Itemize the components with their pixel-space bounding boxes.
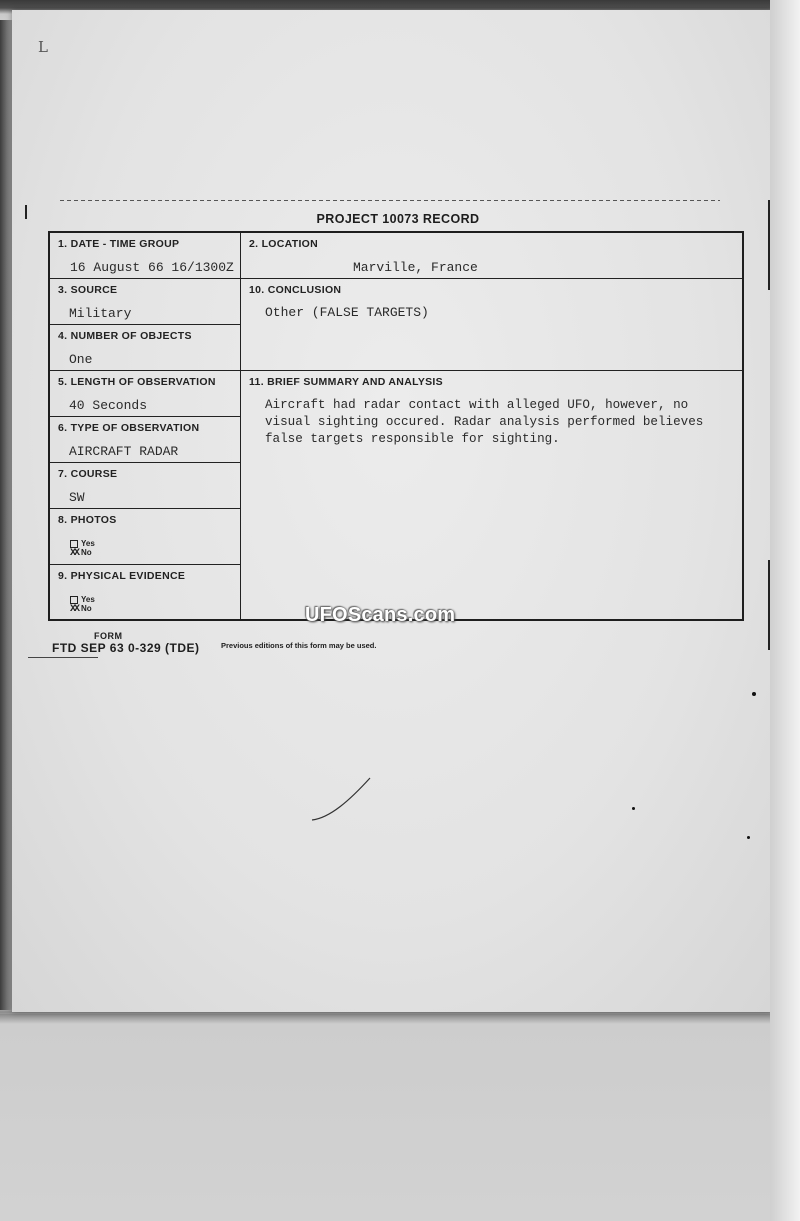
photos-no-checkbox[interactable]: XX bbox=[70, 548, 79, 559]
form-number bbox=[52, 630, 200, 654]
form-edition-note: Previous editions of this form may be used. bbox=[221, 641, 377, 650]
date-time-group-label: 1. DATE - TIME GROUP bbox=[58, 238, 180, 250]
conclusion-value: Other (FALSE TARGETS) bbox=[265, 305, 429, 320]
length-of-observation-value: 40 Seconds bbox=[69, 398, 148, 413]
photos-yes-label: Yes bbox=[81, 539, 95, 548]
cell-date-time-group bbox=[50, 233, 241, 279]
dashed-rule bbox=[60, 200, 720, 201]
edge-tick-right bbox=[768, 200, 770, 290]
physical-evidence-checkboxes bbox=[70, 595, 95, 614]
form-number-text: FTD SEP 63 0-329 (TDE) bbox=[52, 641, 200, 655]
edge-tick-right-lower bbox=[768, 560, 770, 650]
cell-course bbox=[50, 463, 241, 509]
location-label: 2. LOCATION bbox=[249, 238, 319, 250]
brief-summary-text: Aircraft had radar contact with alleged UFO, however, no visual sighting occured. Radar analysis performed believes false targets responsible for sighting. bbox=[265, 398, 704, 446]
physical-evidence-label: 9. PHYSICAL EVIDENCE bbox=[58, 570, 186, 582]
left-edge-shadow bbox=[0, 20, 12, 1010]
photos-label: 8. PHOTOS bbox=[58, 514, 117, 526]
edge-tick-left bbox=[25, 205, 27, 219]
pen-stroke bbox=[300, 770, 380, 830]
cell-photos bbox=[50, 509, 241, 565]
cell-source bbox=[50, 279, 241, 325]
location-value: Marville, France bbox=[353, 260, 478, 275]
conclusion-label: 10. CONCLUSION bbox=[249, 284, 342, 296]
brief-summary-label: 11. BRIEF SUMMARY AND ANALYSIS bbox=[249, 376, 443, 388]
number-of-objects-label: 4. NUMBER OF OBJECTS bbox=[58, 330, 192, 342]
form-prefix: FORM bbox=[94, 631, 123, 641]
physical-evidence-no-checkbox[interactable]: XX bbox=[70, 604, 79, 615]
type-of-observation-value: AIRCRAFT RADAR bbox=[69, 444, 179, 459]
record-title: PROJECT 10073 RECORD bbox=[316, 212, 480, 226]
course-value: SW bbox=[69, 490, 85, 505]
scan-mark: L bbox=[38, 38, 48, 56]
cell-conclusion bbox=[241, 279, 742, 371]
right-edge-strip bbox=[770, 0, 800, 1221]
speck bbox=[752, 692, 756, 696]
footer-rule bbox=[28, 657, 98, 658]
date-time-group-value: 16 August 66 16/1300Z bbox=[70, 260, 234, 275]
cell-location bbox=[241, 233, 742, 279]
physical-evidence-no-label: No bbox=[81, 604, 92, 613]
photos-yes-checkbox[interactable] bbox=[70, 540, 78, 548]
type-of-observation-label: 6. TYPE OF OBSERVATION bbox=[58, 422, 200, 434]
cell-type-of-observation bbox=[50, 417, 241, 463]
physical-evidence-yes-checkbox[interactable] bbox=[70, 596, 78, 604]
cell-number-of-objects bbox=[50, 325, 241, 371]
cell-length-of-observation bbox=[50, 371, 241, 417]
source-label: 3. SOURCE bbox=[58, 284, 118, 296]
photos-checkboxes bbox=[70, 539, 95, 558]
source-value: Military bbox=[69, 306, 132, 321]
watermark-logo: UFOScans.com bbox=[305, 604, 456, 626]
speck bbox=[747, 836, 750, 839]
cell-physical-evidence bbox=[50, 565, 241, 619]
number-of-objects-value: One bbox=[69, 352, 93, 367]
length-of-observation-label: 5. LENGTH OF OBSERVATION bbox=[58, 376, 216, 388]
course-label: 7. COURSE bbox=[58, 468, 118, 480]
speck bbox=[632, 807, 635, 810]
cell-brief-summary bbox=[241, 371, 742, 619]
project-record-form bbox=[48, 231, 744, 621]
physical-evidence-yes-label: Yes bbox=[81, 595, 95, 604]
photos-no-label: No bbox=[81, 548, 92, 557]
lower-sheet bbox=[0, 1014, 800, 1221]
